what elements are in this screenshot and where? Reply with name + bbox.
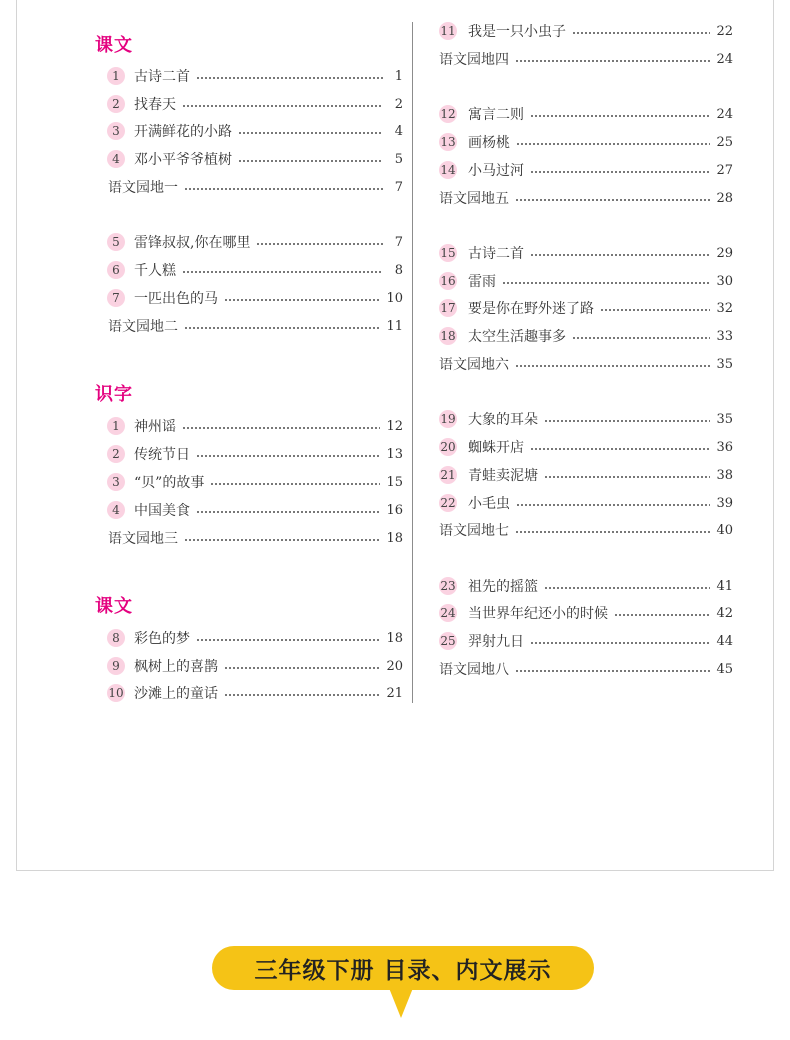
leader-dots	[530, 448, 710, 450]
toc-entry[interactable]	[439, 576, 733, 596]
unit-garden-title: 语文园地四	[439, 52, 509, 68]
toc-entry[interactable]	[95, 628, 403, 648]
lesson-title: 传统节日	[134, 447, 190, 463]
lesson-number: 10	[108, 686, 124, 700]
toc-entry-garden[interactable]	[439, 659, 733, 679]
page-number: 11	[386, 318, 403, 334]
lesson-number: 1	[107, 67, 125, 85]
lesson-title: 青蛙卖泥塘	[468, 468, 538, 484]
lesson-number: 22	[440, 496, 456, 510]
page-number: 30	[716, 273, 733, 289]
lesson-title: 祖先的摇篮	[468, 579, 538, 595]
toc-entry[interactable]	[439, 104, 733, 124]
toc-entry[interactable]	[439, 271, 733, 291]
toc-entry[interactable]	[439, 603, 733, 623]
page-number: 29	[716, 245, 733, 261]
toc-entry[interactable]	[439, 409, 733, 429]
lesson-title: 小毛虫	[468, 496, 510, 512]
page-number: 42	[716, 605, 733, 621]
page-number: 5	[394, 151, 403, 167]
page-number: 18	[386, 630, 403, 646]
toc-entry[interactable]	[95, 444, 403, 464]
lesson-title: 雷雨	[468, 274, 496, 290]
leader-dots	[224, 694, 380, 696]
lesson-title: 找春天	[134, 97, 176, 113]
page-number: 25	[716, 134, 733, 150]
leader-dots	[530, 254, 710, 256]
toc-entry[interactable]	[95, 66, 403, 86]
leader-dots	[182, 427, 380, 429]
page-number: 33	[716, 328, 733, 344]
leader-dots	[502, 282, 710, 284]
leader-dots	[224, 299, 380, 301]
leader-dots	[600, 309, 710, 311]
toc-entry[interactable]	[95, 416, 403, 436]
lesson-title: 雷锋叔叔,你在哪里	[134, 235, 251, 251]
lesson-number: 21	[440, 468, 456, 482]
lesson-title: 当世界年纪还小的时候	[468, 606, 608, 622]
toc-entry-garden[interactable]	[439, 49, 733, 69]
leader-dots	[238, 160, 383, 162]
lesson-title: 神州谣	[134, 419, 176, 435]
column-divider	[412, 22, 413, 703]
toc-entry[interactable]	[439, 243, 733, 263]
toc-entry[interactable]	[95, 121, 403, 141]
page-number: 45	[716, 661, 733, 677]
lesson-number: 8	[107, 629, 125, 647]
banner-text: 三年级下册 目录、内文展示	[254, 957, 552, 984]
unit-garden-title: 语文园地七	[439, 523, 509, 539]
page-number: 7	[394, 179, 403, 195]
leader-dots	[182, 271, 383, 273]
banner-pointer	[389, 988, 413, 1018]
toc-entry-garden[interactable]	[95, 177, 403, 197]
page-number: 4	[394, 123, 403, 139]
lesson-number: 18	[440, 329, 456, 343]
lesson-title: 开满鲜花的小路	[134, 124, 232, 140]
toc-entry[interactable]	[95, 683, 403, 703]
toc-entry[interactable]	[439, 465, 733, 485]
lesson-title: 邓小平爷爷植树	[134, 152, 232, 168]
leader-dots	[196, 77, 383, 79]
caption-banner	[212, 946, 594, 990]
page-number: 7	[394, 234, 403, 250]
leader-dots	[544, 587, 710, 589]
toc-entry[interactable]	[439, 326, 733, 346]
toc-entry[interactable]	[439, 160, 733, 180]
leader-dots	[196, 639, 380, 641]
page-number: 27	[716, 162, 733, 178]
lesson-number: 3	[107, 473, 125, 491]
toc-entry-garden[interactable]	[95, 528, 403, 548]
lesson-title: 太空生活趣事多	[468, 329, 566, 345]
page-number: 38	[716, 467, 733, 483]
lesson-title: “贝”的故事	[134, 475, 205, 491]
page-number: 24	[716, 51, 733, 67]
lesson-title: 中国美食	[134, 503, 190, 519]
page-number: 2	[394, 96, 403, 112]
unit-garden-title: 语文园地六	[439, 357, 509, 373]
lesson-title: 沙滩上的童话	[134, 686, 218, 702]
lesson-number: 11	[440, 24, 456, 38]
lesson-title: 枫树上的喜鹊	[134, 659, 218, 675]
unit-garden-title: 语文园地二	[108, 319, 178, 335]
page-number: 35	[716, 411, 733, 427]
section-heading-kewen-2: 课文	[95, 596, 133, 617]
unit-garden-title: 语文园地五	[439, 191, 509, 207]
lesson-title: 蜘蛛开店	[468, 440, 524, 456]
toc-entry[interactable]	[439, 493, 733, 513]
page-number: 15	[386, 474, 403, 490]
leader-dots	[515, 60, 710, 62]
lesson-title: 彩色的梦	[134, 631, 190, 647]
lesson-number: 16	[440, 274, 456, 288]
leader-dots	[182, 105, 383, 107]
lesson-number: 4	[107, 150, 125, 168]
leader-dots	[572, 32, 710, 34]
lesson-number: 2	[107, 95, 125, 113]
lesson-title: 要是你在野外迷了路	[468, 301, 594, 317]
lesson-number: 1	[107, 417, 125, 435]
toc-entry[interactable]	[439, 298, 733, 318]
page-number: 13	[386, 446, 403, 462]
toc-entry[interactable]	[95, 288, 403, 308]
toc-page	[16, 0, 774, 871]
lesson-title: 大象的耳朵	[468, 412, 538, 428]
lesson-title: 千人糕	[134, 263, 176, 279]
leader-dots	[196, 511, 380, 513]
leader-dots	[530, 171, 710, 173]
lesson-number: 17	[440, 301, 456, 315]
lesson-number: 3	[107, 122, 125, 140]
lesson-number: 2	[107, 445, 125, 463]
unit-garden-title: 语文园地三	[108, 531, 178, 547]
leader-dots	[515, 365, 710, 367]
leader-dots	[530, 642, 710, 644]
leader-dots	[544, 420, 710, 422]
toc-entry[interactable]	[439, 437, 733, 457]
toc-entry[interactable]	[95, 500, 403, 520]
section-heading-kewen-1: 课文	[95, 35, 133, 56]
leader-dots	[614, 614, 710, 616]
page-number: 18	[386, 530, 403, 546]
page-number: 22	[716, 23, 733, 39]
toc-entry-garden[interactable]	[439, 520, 733, 540]
page-number: 12	[386, 418, 403, 434]
toc-entry[interactable]	[95, 94, 403, 114]
leader-dots	[572, 337, 710, 339]
toc-entry[interactable]	[439, 132, 733, 152]
toc-entry[interactable]	[95, 149, 403, 169]
page-number: 40	[716, 522, 733, 538]
leader-dots	[184, 188, 383, 190]
lesson-number: 20	[440, 440, 456, 454]
page-number: 10	[386, 290, 403, 306]
lesson-title: 一匹出色的马	[134, 291, 218, 307]
toc-entry-garden[interactable]	[95, 316, 403, 336]
lesson-number: 14	[440, 163, 456, 177]
lesson-number: 9	[107, 657, 125, 675]
page-number: 35	[716, 356, 733, 372]
leader-dots	[224, 667, 380, 669]
leader-dots	[256, 243, 383, 245]
lesson-number: 25	[440, 634, 456, 648]
toc-entry[interactable]	[95, 472, 403, 492]
lesson-number: 19	[440, 412, 456, 426]
page-number: 16	[386, 502, 403, 518]
leader-dots	[515, 199, 710, 201]
lesson-title: 我是一只小虫子	[468, 24, 566, 40]
unit-garden-title: 语文园地八	[439, 662, 509, 678]
leader-dots	[516, 504, 710, 506]
lesson-number: 6	[107, 261, 125, 279]
leader-dots	[516, 143, 710, 145]
page-number: 28	[716, 190, 733, 206]
page-number: 32	[716, 300, 733, 316]
lesson-title: 寓言二则	[468, 107, 524, 123]
lesson-title: 羿射九日	[468, 634, 524, 650]
toc-entry-garden[interactable]	[439, 188, 733, 208]
lesson-title: 画杨桃	[468, 135, 510, 151]
page-number: 21	[386, 685, 403, 701]
toc-entry-garden[interactable]	[439, 354, 733, 374]
lesson-title: 古诗二首	[134, 69, 190, 85]
lesson-number: 12	[440, 107, 456, 121]
toc-entry[interactable]	[95, 656, 403, 676]
leader-dots	[530, 115, 710, 117]
page-number: 41	[716, 578, 733, 594]
leader-dots	[196, 455, 380, 457]
lesson-title: 小马过河	[468, 163, 524, 179]
leader-dots	[210, 483, 380, 485]
lesson-title: 古诗二首	[468, 246, 524, 262]
page-number: 24	[716, 106, 733, 122]
toc-entry[interactable]	[95, 232, 403, 252]
lesson-number: 24	[440, 606, 456, 620]
leader-dots	[515, 531, 710, 533]
leader-dots	[544, 476, 710, 478]
page-number: 36	[716, 439, 733, 455]
page-number: 1	[394, 68, 403, 84]
page-number: 44	[716, 633, 733, 649]
page-number: 39	[716, 495, 733, 511]
lesson-number: 15	[440, 246, 456, 260]
lesson-number: 7	[107, 289, 125, 307]
toc-entry[interactable]	[95, 260, 403, 280]
lesson-number: 13	[440, 135, 456, 149]
lesson-number: 5	[107, 233, 125, 251]
lesson-number: 23	[440, 579, 456, 593]
section-heading-shizi: 识字	[95, 384, 133, 405]
lesson-number: 4	[107, 501, 125, 519]
page-number: 8	[394, 262, 403, 278]
unit-garden-title: 语文园地一	[108, 180, 178, 196]
leader-dots	[238, 132, 383, 134]
leader-dots	[184, 327, 380, 329]
page-number: 20	[386, 658, 403, 674]
toc-entry[interactable]	[439, 21, 733, 41]
leader-dots	[184, 539, 380, 541]
toc-entry[interactable]	[439, 631, 733, 651]
leader-dots	[515, 670, 710, 672]
